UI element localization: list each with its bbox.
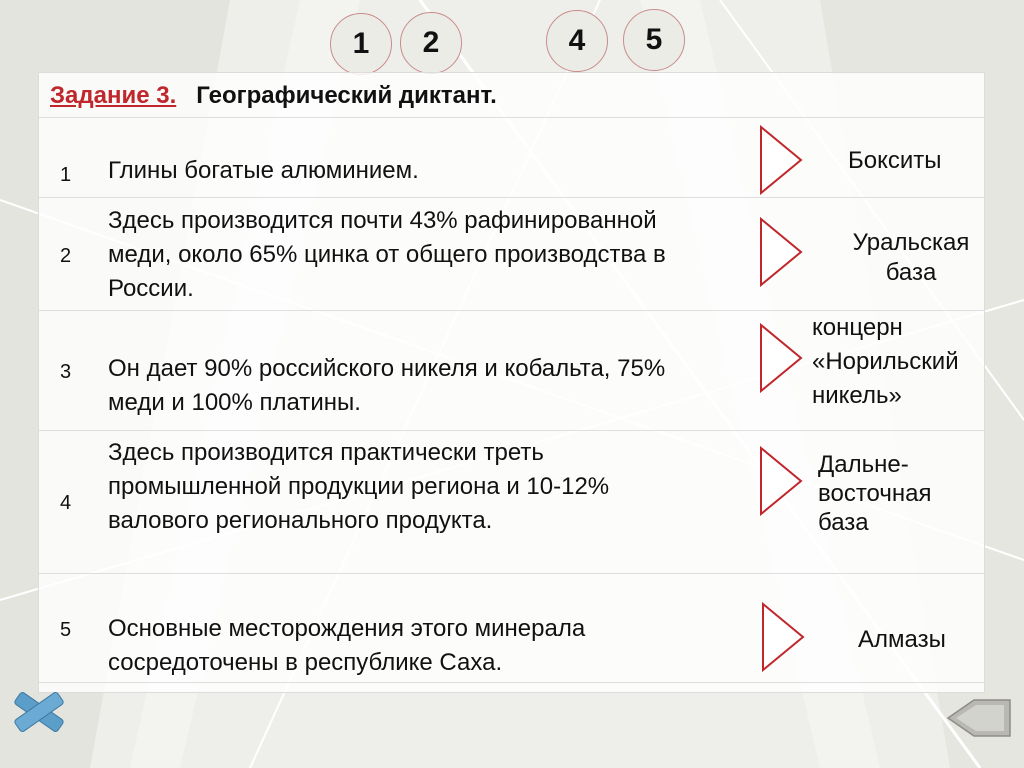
- row-divider: [38, 430, 985, 431]
- answer-text: Уральская база: [852, 229, 970, 286]
- question-text: Он дает 90% российского никеля и кобальта, 75% меди и 100% платины.: [108, 355, 666, 416]
- answer-text: концерн «Норильский никель»: [812, 314, 959, 409]
- task-title: Географический диктант.: [196, 82, 497, 109]
- row-divider: [38, 117, 985, 118]
- row-divider: [38, 682, 985, 683]
- reveal-answer-button-5[interactable]: [760, 601, 806, 673]
- row-divider: [38, 573, 985, 574]
- answer-text: Дальне-восточная база: [818, 451, 932, 536]
- row-number: 3: [60, 361, 72, 383]
- close-icon: [10, 688, 68, 736]
- page-title: [50, 82, 497, 110]
- nav-button-4[interactable]: 4: [546, 10, 608, 72]
- answer-text: Бокситы: [848, 147, 942, 174]
- question-text: Здесь производится почти 43% рафинированной меди, около 65% цинка от общего производства в России.: [108, 207, 666, 302]
- play-triangle-icon: [758, 322, 804, 394]
- reveal-answer-button-2[interactable]: [758, 216, 804, 288]
- row-divider: [38, 197, 985, 198]
- reveal-answer-button-3[interactable]: [758, 322, 804, 394]
- back-arrow-icon: [944, 696, 1014, 740]
- play-triangle-icon: [758, 216, 804, 288]
- row-number: 2: [60, 245, 72, 267]
- back-button[interactable]: [944, 696, 1014, 740]
- nav-button-5[interactable]: 5: [623, 9, 685, 71]
- row-number: 1: [60, 164, 72, 186]
- close-button[interactable]: [10, 688, 68, 736]
- reveal-answer-button-1[interactable]: [758, 124, 804, 196]
- play-triangle-icon: [758, 124, 804, 196]
- answer-text: Алмазы: [858, 626, 946, 653]
- task-label: Задание 3.: [50, 82, 177, 109]
- play-triangle-icon: [760, 601, 806, 673]
- question-text: Основные месторождения этого минерала сосредоточены в республике Саха.: [108, 615, 586, 676]
- question-text: Здесь производится практически треть промышленной продукции региона и 10-12% валового регионального продукта.: [108, 439, 610, 534]
- nav-button-2[interactable]: 2: [400, 12, 462, 74]
- question-text: Глины богатые алюминием.: [108, 157, 419, 184]
- nav-button-1[interactable]: 1: [330, 13, 392, 75]
- row-number: 4: [60, 492, 72, 514]
- row-number: 5: [60, 619, 72, 641]
- play-triangle-icon: [758, 445, 804, 517]
- reveal-answer-button-4[interactable]: [758, 445, 804, 517]
